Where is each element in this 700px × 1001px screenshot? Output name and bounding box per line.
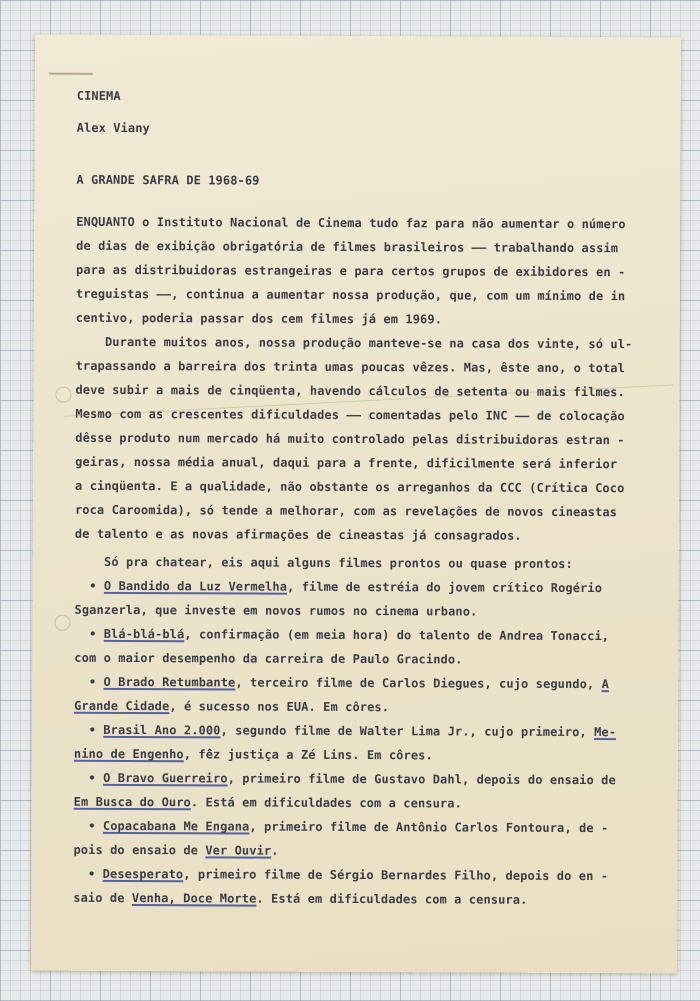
line-text: , terceiro filme de Carlos Diegues, cujo segundo, [235,675,602,692]
text-line [73,891,527,907]
text-line [75,479,624,495]
line-text: , confirmação (em meia hora) do talento de Andrea Tonacci, [184,627,610,644]
text-line [75,555,573,571]
line-text: Durante muitos anos, nossa produção manteve-se na casa dos vinte, só ul- [75,334,633,352]
film-title: nino de Engenho [73,746,184,762]
line-text: trapassando a barreira dos trinta umas poucas vêzes. Mas, êste ano, o total [75,358,625,376]
text-line [76,335,633,351]
film-title: Desesperato [102,866,184,882]
line-text: dêsse produto num mercado há muito controlado pelas distribuidoras estran - [75,430,625,448]
line-text: . Está em dificuldades com a censura. [256,891,528,907]
line-text: ENQUANTO o Instituto Nacional de Cinema tudo faz para não aumentar o número [76,214,626,232]
text-line [75,407,624,423]
text-line [75,383,624,399]
punch-hole [55,387,71,403]
text-line [74,627,609,643]
film-title: O Brado Retumbante [103,674,236,690]
film-title: Copacabana Me Engana [102,818,250,834]
film-title: Brasil Ano 2.000 [103,722,221,738]
line-text: • [74,578,104,593]
line-text: • [74,626,104,641]
text-line [76,311,442,327]
line-text: , é sucesso nos EUA. Em côres. [169,699,390,715]
line-text: deve subir a mais de cinqüenta, havendo cálculos de setenta ou mais filmes. [75,382,625,400]
line-text: , fêz justiça a Zé Lins. Em côres. [183,747,433,763]
film-title: Em Busca do Ouro [73,794,191,810]
text-line [75,455,617,471]
line-text: a cinqüenta. E a qualidade, não obstante os arreganhos da CCC (Crítica Coco [75,478,625,496]
line-text: . [271,843,279,858]
film-title: O Bravo Guerreiro [103,770,228,786]
line-text: de talento e as novas afirmações de cineastas já consagrados. [74,526,522,543]
line-text: , filme de estréia do jovem crítico Rogério [287,579,603,596]
film-title: A [601,677,609,692]
section-label: CINEMA [76,88,121,103]
text-line [74,675,609,691]
document-text [73,85,657,907]
line-text: pois do ensaio de [73,842,206,858]
text-line [74,723,616,739]
line-text: Sganzerla, que investe em novos rumos no cinema urbano. [74,602,478,619]
line-text: • [73,770,104,785]
line-text: Mesmo com as crescentes dificuldades —— comentadas pelo INC —— de colocação [75,406,625,424]
text-line [76,215,625,231]
text-line [73,867,608,883]
author-name: Alex Viany [76,120,150,136]
article-title: A GRANDE SAFRA DE 1968-69 [76,172,260,188]
text-line [76,263,625,279]
line-text: treguistas ——, continua a aumentar nossa produção, que, com um mínimo de in [75,286,626,304]
text-line [74,651,462,667]
line-text: de dias de exibição obrigatória de filmes brasileiros —— trabalhando assim [76,238,619,256]
text-line [75,579,602,595]
typewritten-page [31,35,681,974]
line-text: , primeiro filme de Gustavo Dahl, depois do ensaio de [227,771,616,788]
text-line [76,359,625,375]
line-text: • [73,722,104,737]
line-text: roca Caroomida), só tende a melhorar, com as revelações de novos cineastas [74,502,618,520]
film-title: Grande Cidade [74,698,170,714]
line-text: , primeiro filme de Sérgio Bernardes Filho, depois do en - [183,867,609,884]
text-line [76,287,625,303]
film-title: Venha, Doce Morte [131,891,257,906]
text-line [75,503,617,519]
line-text: . Está em dificuldades com a censura. [190,795,462,811]
text-line [75,527,522,543]
line-text: , primeiro filme de Antônio Carlos Fontoura, de - [249,819,609,836]
film-title: Me- [594,725,617,740]
text-line [74,819,609,835]
line-text: , segundo filme de Walter Lima Jr., cujo primeiro, [220,723,595,740]
film-title: O Bandido da Luz Vermelha [103,578,288,594]
line-text: saio de [73,890,132,906]
film-title: Blá-blá-blá [103,626,185,642]
text-line [74,795,462,811]
line-text: • [73,818,103,833]
text-line [73,843,278,858]
text-line [74,771,616,787]
line-text: geiras, nossa média anual, daqui para a frente, dificilmente será inferior [75,454,618,472]
line-text: centivo, poderia passar dos cem filmes já em 1969. [75,310,443,327]
film-title: Ver Ouvir [205,843,272,858]
punch-hole [54,615,70,631]
line-text: • [74,674,104,689]
text-line [76,239,618,255]
line-text: Só pra chatear, eis aqui alguns filmes prontos ou quase prontos: [74,554,573,571]
text-line [75,603,478,619]
line-text: para as distribuidoras estrangeiras e para certos grupos de exibidores en - [75,262,626,280]
text-line [74,747,433,763]
text-line [75,431,624,447]
text-line [74,699,389,714]
line-text: • [73,866,103,881]
line-text: com o maior desempenho da carreira de Paulo Gracindo. [74,650,463,667]
